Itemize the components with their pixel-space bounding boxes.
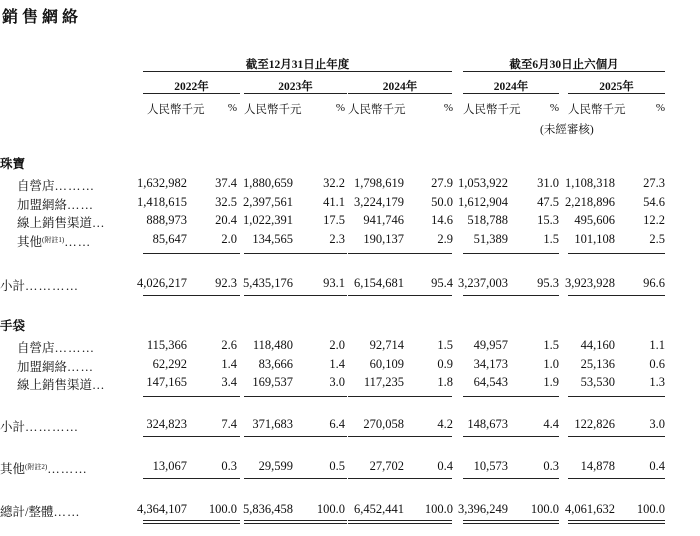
percent-cell: 2.0 — [221, 231, 237, 246]
percent-cell: 1.4 — [221, 356, 237, 371]
leader-dots: ………… — [25, 420, 80, 434]
header-unit: 人民幣千元 — [244, 104, 302, 116]
subtotal-rule — [143, 295, 240, 296]
percent-cell: 3.0 — [649, 417, 665, 431]
percent-cell: 92.3 — [215, 276, 237, 290]
amount-cell: 5,435,176 — [243, 276, 293, 290]
subtotal-rule — [568, 478, 665, 479]
amount-cell: 941,746 — [363, 213, 404, 227]
row-label-text: 小計 — [0, 279, 26, 293]
subtotal-rule — [244, 295, 347, 296]
subtotal-rule — [348, 478, 452, 479]
percent-cell: 100.0 — [208, 502, 237, 516]
percent-cell: 0.9 — [437, 356, 453, 371]
percent-cell: 32.2 — [323, 176, 345, 190]
percent-cell: 3.4 — [221, 375, 237, 389]
subtotal-rule — [568, 436, 665, 437]
subtotal-rule — [143, 478, 240, 479]
percent-cell: 50.0 — [431, 194, 453, 209]
header-unit: 人民幣千元 — [348, 104, 406, 116]
subtotal-rule — [348, 295, 452, 296]
amount-cell: 148,673 — [467, 417, 508, 431]
percent-cell: 1.5 — [437, 338, 453, 352]
percent-cell: 0.4 — [437, 459, 453, 473]
amount-cell: 1,880,659 — [243, 176, 293, 190]
leader-dots: …… — [67, 359, 95, 374]
percent-cell: 54.6 — [643, 194, 665, 209]
header-group-half-year: 截至6月30日止六個月 — [509, 59, 619, 71]
percent-cell: 0.3 — [221, 459, 237, 473]
amount-cell: 6,452,441 — [354, 502, 404, 516]
amount-cell: 5,836,458 — [243, 502, 293, 516]
subtotal-rule — [244, 478, 347, 479]
header-year-rule — [143, 93, 240, 94]
amount-cell: 1,798,619 — [354, 176, 404, 190]
amount-cell: 4,061,632 — [565, 502, 615, 516]
amount-cell: 4,364,107 — [137, 502, 187, 516]
percent-cell: 41.1 — [323, 194, 345, 209]
percent-cell: 32.5 — [215, 194, 237, 209]
percent-cell: 1.8 — [437, 375, 453, 389]
leader-dots: ……… — [54, 179, 96, 193]
header-year-rule — [463, 93, 559, 94]
header-unit: 人民幣千元 — [147, 104, 205, 116]
row-label — [0, 502, 80, 520]
amount-cell: 518,788 — [467, 213, 508, 227]
subtotal-rule — [143, 396, 240, 397]
row-label-text: 加盟網絡 — [17, 197, 68, 212]
header-unaudited: (未經審核) — [540, 124, 594, 136]
percent-cell: 12.2 — [643, 213, 665, 227]
percent-cell: 100.0 — [636, 502, 665, 516]
percent-cell: 4.2 — [437, 417, 453, 431]
percent-cell: 1.9 — [543, 375, 559, 389]
percent-cell: 95.4 — [431, 276, 453, 290]
percent-cell: 27.3 — [643, 176, 665, 190]
leader-dots: ………… — [25, 279, 80, 293]
total-rule — [568, 520, 665, 521]
percent-cell: 96.6 — [643, 276, 665, 290]
amount-cell: 51,389 — [473, 231, 508, 246]
header-year-rule — [568, 93, 665, 94]
percent-cell: 100.0 — [316, 502, 345, 516]
amount-cell: 147,165 — [146, 375, 187, 389]
amount-cell: 134,565 — [252, 231, 293, 246]
header-percent: % — [335, 102, 345, 114]
percent-cell: 0.3 — [543, 459, 559, 473]
percent-cell: 2.9 — [437, 231, 453, 246]
row-label-text: 自營店 — [17, 179, 55, 193]
row-label — [17, 213, 106, 231]
header-year: 2024年 — [382, 81, 418, 93]
subtotal-rule — [568, 396, 665, 397]
header-group-rule — [143, 71, 452, 72]
subtotal-rule — [244, 396, 347, 397]
percent-cell: 0.5 — [329, 459, 345, 473]
percent-cell: 3.0 — [329, 375, 345, 389]
page-title: 銷售網絡 — [2, 7, 83, 26]
amount-cell: 1,108,318 — [565, 176, 615, 190]
footnote-ref: (附註1) — [42, 235, 65, 244]
amount-cell: 1,053,922 — [458, 176, 508, 190]
amount-cell: 13,067 — [152, 459, 187, 473]
total-rule — [244, 523, 347, 524]
amount-cell: 122,826 — [574, 417, 615, 431]
header-group-rule — [463, 71, 665, 72]
amount-cell: 53,530 — [580, 375, 615, 389]
header-unit: 人民幣千元 — [568, 104, 626, 116]
row-label — [17, 195, 94, 213]
percent-cell: 100.0 — [530, 502, 559, 516]
total-rule — [348, 520, 452, 521]
amount-cell: 25,136 — [580, 356, 615, 371]
subtotal-rule — [463, 436, 559, 437]
amount-cell: 64,543 — [473, 375, 508, 389]
amount-cell: 34,173 — [473, 356, 508, 371]
percent-cell: 7.4 — [221, 417, 237, 431]
amount-cell: 27,702 — [369, 459, 404, 473]
row-label-text: 線上銷售渠道 — [17, 378, 93, 392]
row-label-text: 加盟網絡 — [17, 359, 68, 374]
amount-cell: 14,878 — [580, 459, 615, 473]
header-percent: % — [443, 102, 453, 114]
amount-cell: 3,237,003 — [458, 276, 508, 290]
amount-cell: 1,418,615 — [137, 194, 187, 209]
header-year: 2022年 — [174, 81, 209, 93]
total-rule — [568, 523, 665, 524]
percent-cell: 1.5 — [543, 338, 559, 352]
total-rule — [143, 523, 240, 524]
percent-cell: 15.3 — [537, 213, 559, 227]
header-year: 2024年 — [493, 81, 529, 93]
amount-cell: 1,022,391 — [243, 213, 293, 227]
subtotal-rule — [568, 295, 665, 296]
amount-cell: 4,026,217 — [137, 276, 187, 290]
total-rule — [244, 520, 347, 521]
amount-cell: 888,973 — [146, 213, 187, 227]
percent-cell: 2.3 — [329, 231, 345, 246]
percent-cell: 2.0 — [329, 338, 345, 352]
leader-dots: … — [92, 216, 106, 230]
subtotal-rule — [244, 253, 347, 254]
header-group-full-year: 截至12月31日止年度 — [245, 59, 350, 71]
amount-cell: 3,396,249 — [458, 502, 508, 516]
amount-cell: 101,108 — [574, 231, 615, 246]
amount-cell: 495,606 — [574, 213, 615, 227]
amount-cell: 3,224,179 — [354, 194, 404, 209]
total-rule — [143, 520, 240, 521]
percent-cell: 0.4 — [649, 459, 665, 473]
total-rule — [463, 523, 559, 524]
amount-cell: 92,714 — [369, 338, 404, 352]
header-percent: % — [549, 102, 559, 114]
row-label — [17, 232, 91, 250]
row-label — [17, 375, 106, 393]
leader-dots: ……… — [54, 341, 96, 355]
percent-cell: 1.5 — [543, 231, 559, 246]
percent-cell: 2.5 — [649, 231, 665, 246]
amount-cell: 1,632,982 — [137, 176, 187, 190]
row-label — [0, 276, 79, 294]
subtotal-rule — [463, 478, 559, 479]
subtotal-rule — [463, 253, 559, 254]
amount-cell: 2,218,896 — [565, 194, 615, 209]
amount-cell: 371,683 — [252, 417, 293, 431]
amount-cell: 118,480 — [252, 338, 293, 352]
header-percent: % — [655, 102, 665, 114]
leader-dots: ……… — [47, 462, 88, 476]
percent-cell: 31.0 — [537, 176, 559, 190]
amount-cell: 270,058 — [363, 417, 404, 431]
percent-cell: 37.4 — [215, 176, 237, 190]
leader-dots: …… — [64, 234, 92, 249]
percent-cell: 1.4 — [329, 356, 345, 371]
row-label-text: 自營店 — [17, 341, 55, 355]
amount-cell: 85,647 — [152, 231, 187, 246]
row-label — [17, 357, 94, 375]
subtotal-rule — [463, 295, 559, 296]
row-label — [0, 459, 88, 477]
header-unit: 人民幣千元 — [463, 104, 521, 116]
header-year: 2025年 — [599, 81, 634, 93]
row-label-text: 其他 — [0, 462, 26, 476]
amount-cell: 2,397,561 — [243, 194, 293, 209]
total-rule — [463, 520, 559, 521]
percent-cell: 0.6 — [649, 356, 665, 371]
percent-cell: 6.4 — [329, 417, 345, 431]
percent-cell: 14.6 — [431, 213, 453, 227]
percent-cell: 95.3 — [537, 276, 559, 290]
total-rule — [348, 523, 452, 524]
percent-cell: 47.5 — [537, 194, 559, 209]
subtotal-rule — [463, 396, 559, 397]
section-heading: 手袋 — [0, 319, 26, 333]
leader-dots: …… — [53, 505, 81, 519]
header-year-rule — [348, 93, 452, 94]
leader-dots: …… — [67, 197, 95, 212]
percent-cell: 93.1 — [323, 276, 345, 290]
amount-cell: 49,957 — [473, 338, 508, 352]
amount-cell: 169,537 — [252, 375, 293, 389]
percent-cell: 20.4 — [215, 213, 237, 227]
subtotal-rule — [348, 436, 452, 437]
amount-cell: 10,573 — [473, 459, 508, 473]
row-label-text: 小計 — [0, 420, 26, 434]
subtotal-rule — [348, 396, 452, 397]
amount-cell: 3,923,928 — [565, 276, 615, 290]
subtotal-rule — [244, 436, 347, 437]
footnote-ref: (附註2) — [25, 463, 48, 471]
amount-cell: 83,666 — [258, 356, 293, 371]
header-year-rule — [244, 93, 347, 94]
subtotal-rule — [568, 253, 665, 254]
row-label — [17, 338, 95, 356]
row-label-text: 線上銷售渠道 — [17, 216, 93, 230]
percent-cell: 1.0 — [543, 356, 559, 371]
leader-dots: … — [92, 378, 106, 392]
amount-cell: 190,137 — [363, 231, 404, 246]
amount-cell: 44,160 — [580, 338, 615, 352]
subtotal-rule — [143, 436, 240, 437]
amount-cell: 60,109 — [369, 356, 404, 371]
percent-cell: 4.4 — [543, 417, 559, 431]
percent-cell: 1.3 — [649, 375, 665, 389]
amount-cell: 115,366 — [146, 338, 187, 352]
amount-cell: 1,612,904 — [458, 194, 508, 209]
percent-cell: 100.0 — [424, 502, 453, 516]
subtotal-rule — [348, 253, 452, 254]
header-year: 2023年 — [278, 81, 313, 93]
percent-cell: 1.1 — [649, 338, 665, 352]
amount-cell: 324,823 — [146, 417, 187, 431]
section-heading: 珠寶 — [0, 157, 26, 171]
row-label-text: 總計/整體 — [0, 505, 54, 519]
row-label-text: 其他 — [17, 234, 43, 249]
subtotal-rule — [143, 253, 240, 254]
amount-cell: 29,599 — [258, 459, 293, 473]
row-label — [17, 176, 95, 194]
header-percent: % — [227, 102, 237, 114]
amount-cell: 117,235 — [363, 375, 404, 389]
percent-cell: 17.5 — [323, 213, 345, 227]
percent-cell: 2.6 — [221, 338, 237, 352]
percent-cell: 27.9 — [431, 176, 453, 190]
amount-cell: 62,292 — [152, 356, 187, 371]
row-label — [0, 417, 79, 435]
amount-cell: 6,154,681 — [354, 276, 404, 290]
